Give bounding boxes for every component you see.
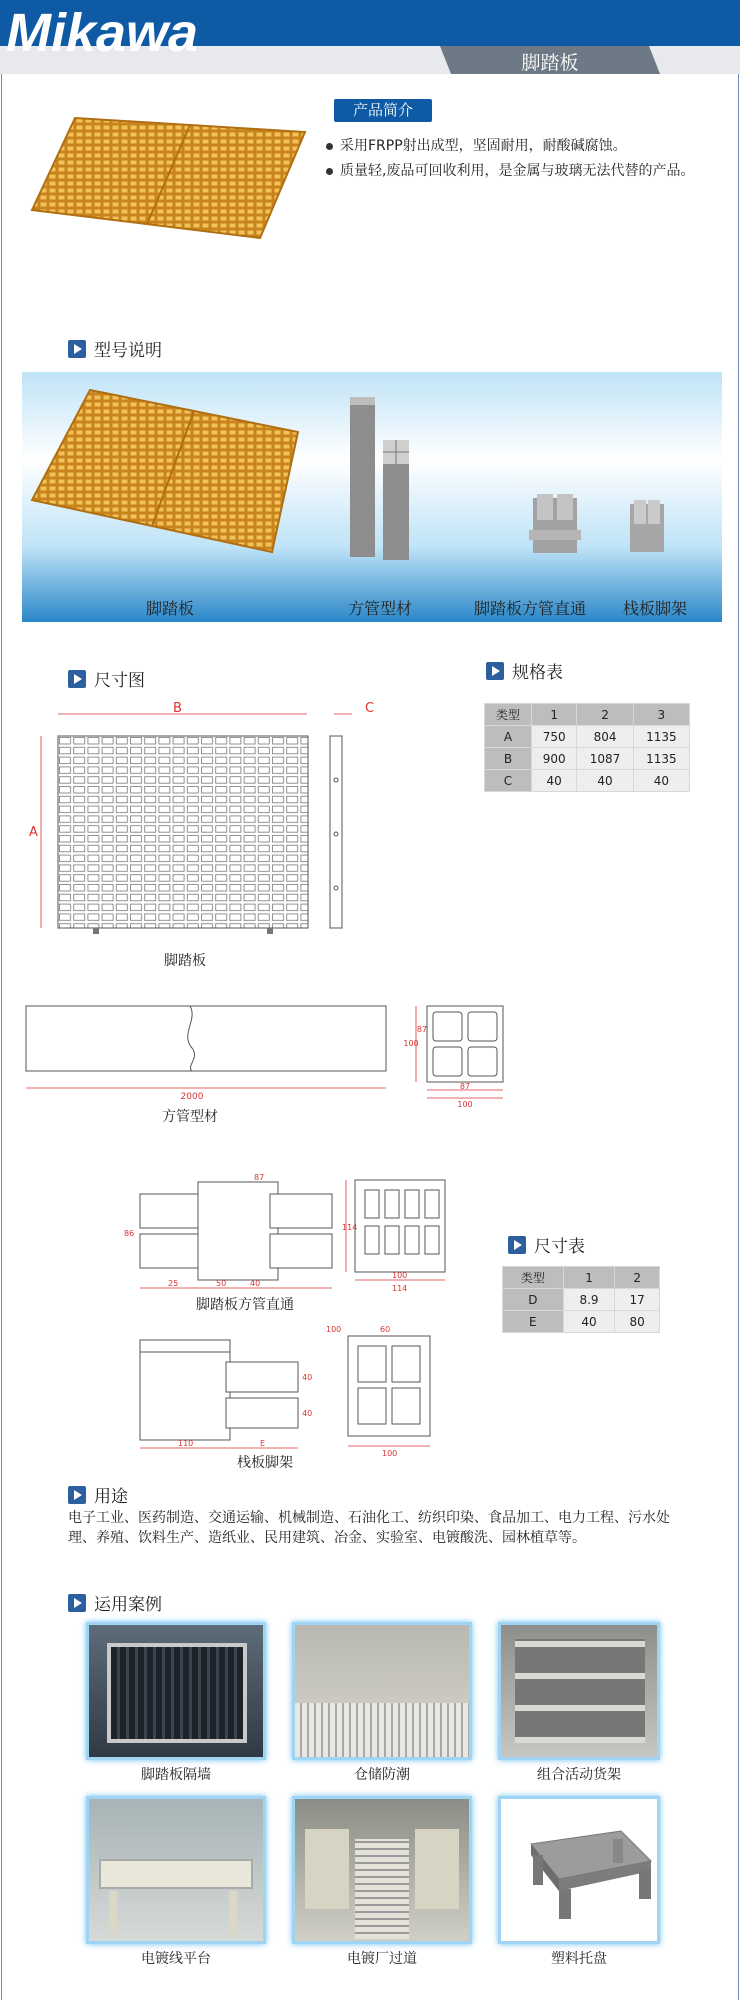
- pallet-image: [501, 1799, 657, 1941]
- size-header-cell: 2: [615, 1267, 660, 1289]
- dim-label-c: C: [365, 701, 375, 716]
- spec-cell: A: [485, 726, 532, 748]
- section-arrow-icon: [68, 1594, 86, 1612]
- section-uses: [68, 1482, 128, 1507]
- case-photo: [86, 1622, 266, 1760]
- case-label: 组合活动货架: [537, 1767, 621, 1783]
- model-pallet-leg-image: [625, 498, 670, 558]
- dim-label-b: B: [173, 701, 182, 716]
- case-photo: [292, 1622, 472, 1760]
- section-arrow-icon: [68, 1486, 86, 1504]
- brand-logo: Mikawa: [6, 3, 199, 63]
- dim-value: 100: [457, 1100, 473, 1109]
- section-size-title: 尺寸表: [534, 1237, 585, 1257]
- spec-cell: B: [485, 748, 532, 770]
- model-grating-image: [30, 380, 300, 560]
- section-arrow-icon: [508, 1236, 526, 1254]
- size-cell: 8.9: [563, 1289, 615, 1311]
- dim-value: 100: [392, 1271, 408, 1280]
- model-straight-image: [525, 490, 585, 565]
- section-models: [68, 336, 162, 361]
- dim-value: 87: [459, 1082, 471, 1091]
- spec-cell: 1135: [633, 726, 689, 748]
- case-label: 电镀线平台: [141, 1951, 211, 1967]
- dim-value: 40: [250, 1279, 261, 1288]
- case-photo: [292, 1796, 472, 1944]
- spec-cell: 900: [531, 748, 576, 770]
- case-photo: [86, 1796, 266, 1944]
- dim-value: 2000: [180, 1092, 204, 1102]
- dim-value: 100: [403, 1039, 419, 1048]
- intro-bullets: [324, 136, 724, 186]
- spec-cell: 750: [531, 726, 576, 748]
- model-label: 栈板脚架: [622, 599, 687, 618]
- section-spec-title: 规格表: [512, 663, 563, 683]
- section-arrow-icon: [68, 670, 86, 688]
- spec-header-cell: 3: [633, 704, 689, 726]
- dim-value: 87: [416, 1025, 428, 1034]
- model-label: 方管型材: [347, 599, 412, 618]
- size-cell: 80: [615, 1311, 660, 1333]
- dim-value: 40: [302, 1409, 313, 1418]
- dim-value: 40: [302, 1373, 313, 1382]
- size-cell: 40: [563, 1311, 615, 1333]
- spec-header-cell: 1: [531, 704, 576, 726]
- section-dimensions: [68, 666, 145, 691]
- case-photo: [498, 1622, 660, 1760]
- size-cell: D: [503, 1289, 564, 1311]
- section-spec: [486, 658, 563, 683]
- size-header-cell: 类型: [503, 1267, 564, 1289]
- drawing-caption: 栈板脚架: [237, 1455, 293, 1471]
- case-label: 脚踏板隔墙: [141, 1767, 211, 1783]
- size-header-cell: 1: [563, 1267, 615, 1289]
- grating-product-image: [30, 110, 305, 240]
- spec-cell: 1135: [633, 748, 689, 770]
- case-photo: [498, 1796, 660, 1944]
- intro-bullet: 质量轻,废品可回收利用，是金属与玻璃无法代替的产品。: [324, 161, 724, 182]
- model-label: 脚踏板: [145, 599, 194, 618]
- case-label: 塑料托盘: [551, 1951, 607, 1967]
- size-table: [502, 1266, 660, 1333]
- section-size: [508, 1232, 585, 1257]
- dim-value: 114: [392, 1284, 408, 1293]
- section-arrow-icon: [68, 340, 86, 358]
- intro-badge: 产品简介: [334, 99, 432, 122]
- dim-value: 114: [342, 1223, 358, 1232]
- dim-value: 87: [254, 1173, 265, 1182]
- grating-drawing: [25, 700, 375, 950]
- spec-cell: 40: [633, 770, 689, 792]
- section-cases-title: 运用案例: [94, 1595, 162, 1615]
- spec-cell: C: [485, 770, 532, 792]
- dim-value: 60: [380, 1325, 391, 1334]
- spec-header-cell: 类型: [485, 704, 532, 726]
- straight-drawing: [120, 1170, 460, 1295]
- dim-value: 86: [124, 1229, 135, 1238]
- drawing-caption: 脚踏板方管直通: [196, 1297, 294, 1313]
- section-models-title: 型号说明: [94, 341, 162, 361]
- dim-value: E: [260, 1439, 266, 1448]
- model-label: 脚踏板方管直通: [473, 599, 586, 618]
- page-title: 脚踏板: [521, 52, 579, 74]
- pallet-leg-drawing: [130, 1322, 460, 1457]
- uses-text: 电子工业、医药制造、交通运输、机械制造、石油化工、纺织印染、食品加工、电力工程、污水处理、养殖、饮料生产、造纸业、民用建筑、冶金、实验室、电镀酸洗、园林植草等。: [68, 1510, 670, 1546]
- section-dimensions-title: 尺寸图: [94, 671, 145, 691]
- intro-bullet: 采用FRPP射出成型，坚固耐用，耐酸碱腐蚀。: [324, 136, 724, 157]
- spec-table: [484, 703, 690, 792]
- model-tube-image: [345, 392, 425, 567]
- size-cell: E: [503, 1311, 564, 1333]
- dim-value: 50: [216, 1279, 227, 1288]
- case-label: 仓储防潮: [354, 1767, 410, 1783]
- spec-cell: 40: [577, 770, 633, 792]
- dim-value: 110: [178, 1439, 194, 1448]
- size-cell: 17: [615, 1289, 660, 1311]
- section-cases: [68, 1590, 162, 1615]
- drawing-caption: 脚踏板: [164, 953, 206, 969]
- case-label: 电镀厂过道: [347, 1951, 417, 1967]
- drawing-caption: 方管型材: [162, 1109, 218, 1125]
- dim-label-a: A: [29, 825, 38, 840]
- tube-drawing: [20, 1000, 510, 1110]
- spec-cell: 1087: [577, 748, 633, 770]
- dim-value: 100: [326, 1325, 342, 1334]
- dim-value: 25: [168, 1279, 179, 1288]
- spec-cell: 40: [531, 770, 576, 792]
- section-arrow-icon: [486, 662, 504, 680]
- section-uses-title: 用途: [94, 1487, 128, 1507]
- spec-cell: 804: [577, 726, 633, 748]
- dim-value: 100: [382, 1449, 398, 1458]
- spec-header-cell: 2: [577, 704, 633, 726]
